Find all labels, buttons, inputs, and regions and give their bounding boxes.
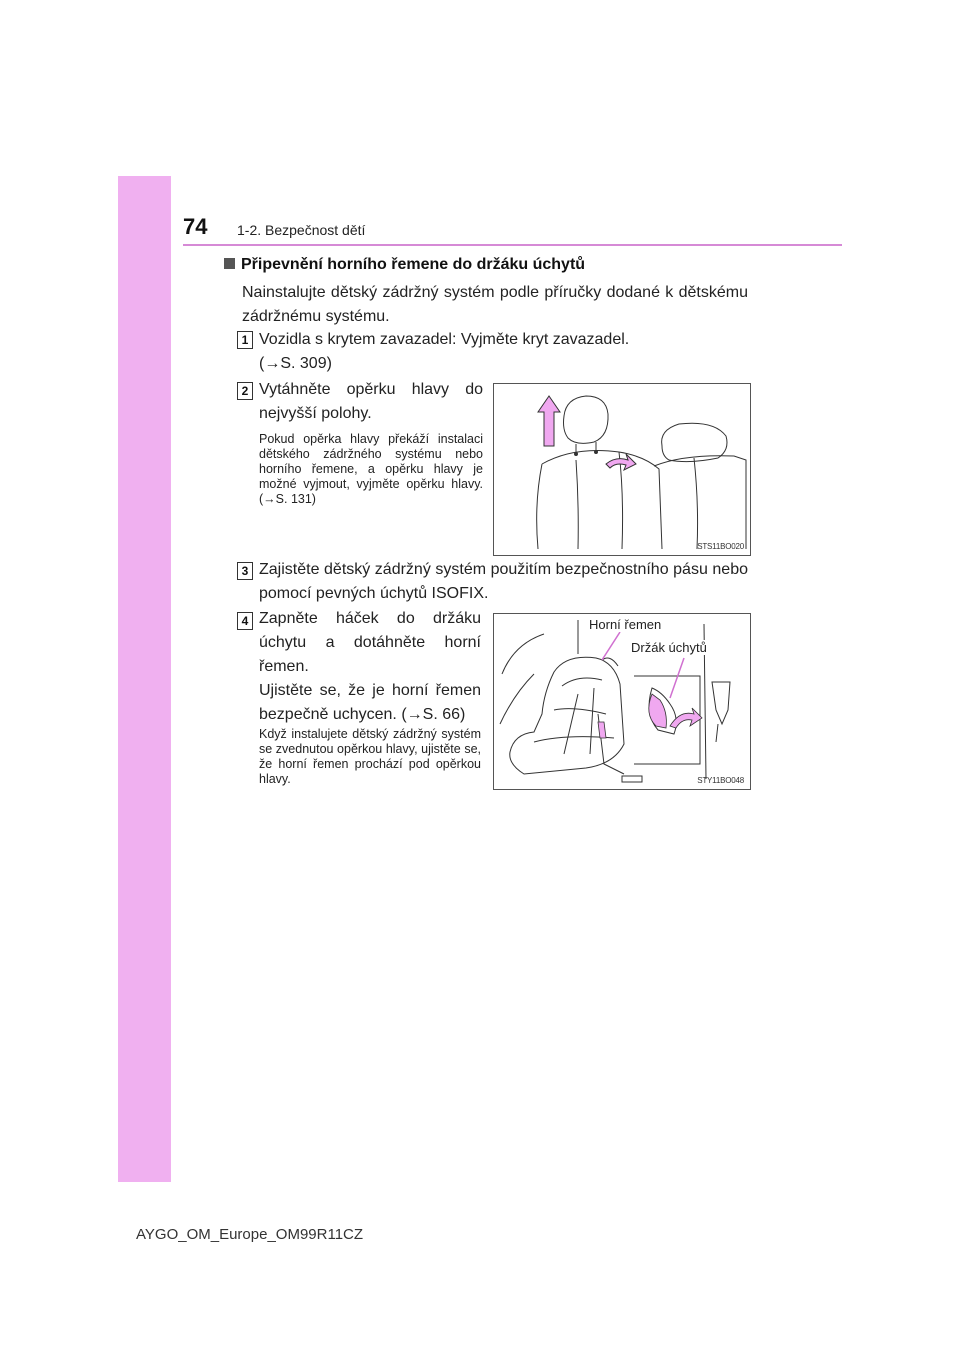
step-1-line2: (→S. 309) [259,355,332,372]
page-number: 74 [183,214,208,239]
figure-code: STY11BO048 [697,776,744,785]
header-rule [183,244,842,246]
step-2-badge: 2 [237,382,253,400]
step-2-note: Pokud opěrka hlavy překáží instalaci dětského zádržného systému nebo horního řemene, a opěrku hlavy je možné vyjmout, vyjměte opěrku hlavy. (→S. 131) [259,432,483,506]
step-4-check: Ujistěte se, že je horní řemen bezpečně uchycen. (→S. 66) [259,682,481,723]
tether-figure [493,613,751,790]
intro-paragraph: Nainstalujte dětský zádržný systém podle příručky dodané k dětskému zádržnému systému. [242,284,748,325]
subsection-heading [224,256,585,274]
step-4-text [259,607,481,727]
step-2-text: Vytáhněte opěrku hlavy do nejvyšší polohy. [259,381,483,422]
step-3-text: Zajistěte dětský zádržný systém použitím bezpečnostního pásu nebo pomocí pevných úchytů ISOFIX. [259,561,748,602]
page-footer: AYGO_OM_Europe_OM99R11CZ [136,1226,364,1243]
section-title: 1-2. Bezpečnost dětí [237,222,366,238]
step-1-badge: 1 [237,331,253,349]
step-4-main: Zapněte háček do držáku úchytu a dotáhněte horní řemen. [259,610,481,675]
heading-text: Připevnění horního řemene do držáku úchytů [241,256,586,273]
step-4-badge: 4 [237,612,253,630]
tether-illustration [494,614,750,789]
chapter-sidebar-tab [118,176,171,1182]
figure-code: STS11BO020 [697,542,744,551]
step-1-line1: Vozidla s krytem zavazadel: Vyjměte kryt zavazadel. [259,331,630,348]
step-4-note: Když instalujete dětský zádržný systém se zvednutou opěrkou hlavy, ujistěte se, že horní řemen prochází pod opěrkou hlavy. [259,727,481,786]
bullet-square-icon [224,258,235,269]
step-3-badge: 3 [237,562,253,580]
label-top-tether: Horní řemen [589,617,662,632]
headrest-illustration [494,384,750,555]
label-anchor-bracket: Držák úchytů [631,640,707,655]
headrest-figure [493,383,751,556]
step-1-text [259,328,749,376]
